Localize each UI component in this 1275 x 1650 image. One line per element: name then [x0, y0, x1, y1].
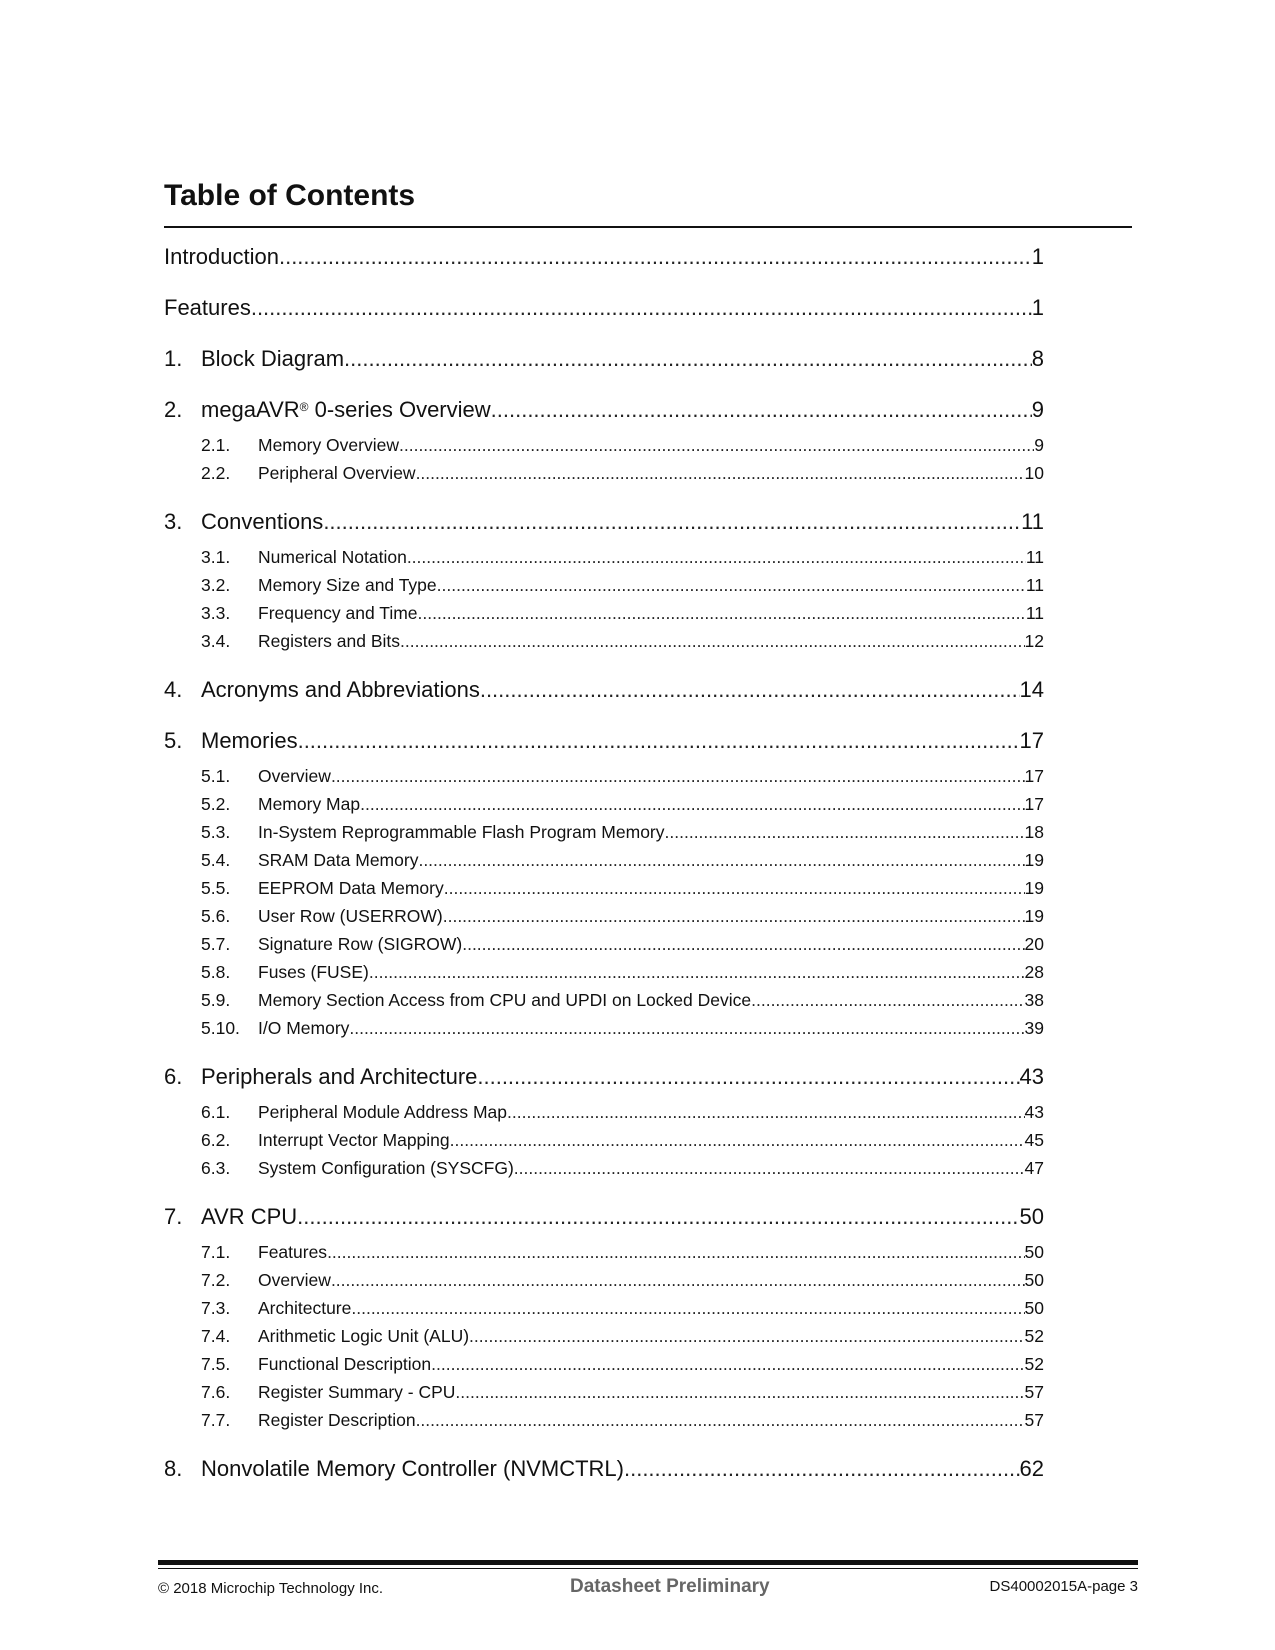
toc-entry-number: 7.4. — [201, 1326, 231, 1346]
toc-entry-number: 6.2. — [201, 1130, 231, 1150]
toc-entry-page-number: 12 — [1024, 631, 1044, 651]
toc-subsection-entry[interactable] — [164, 1129, 1044, 1151]
toc-subsection-entry[interactable] — [164, 1381, 1044, 1403]
toc-entry-page-number: 28 — [1024, 962, 1044, 982]
toc-entry-title: SRAM Data Memory — [258, 850, 419, 870]
toc-entry-page-number: 11 — [1025, 603, 1044, 623]
toc-entry-title: Frequency and Time — [258, 603, 418, 623]
toc-dot-leader — [351, 1297, 1024, 1319]
toc-subsection-entry[interactable] — [164, 434, 1044, 456]
toc-entry-number: 6. — [164, 1064, 183, 1089]
toc-entry-page-number: 17 — [1024, 794, 1044, 814]
toc-dot-leader — [407, 546, 1026, 568]
toc-entry-title: Overview — [258, 766, 331, 786]
toc-entry-number: 3.2. — [201, 575, 231, 595]
footer-copyright: © 2018 Microchip Technology Inc. — [158, 1580, 384, 1597]
toc-entry-number: 5.8. — [201, 962, 231, 982]
toc-section-entry[interactable] — [164, 677, 1044, 703]
toc-entry-title: Signature Row (SIGROW) — [258, 934, 463, 954]
toc-entry-number: 1. — [164, 346, 183, 371]
toc-entry-title: Interrupt Vector Mapping — [258, 1130, 450, 1150]
toc-entry-title: Block Diagram — [201, 346, 345, 371]
toc-dot-leader — [491, 397, 1032, 423]
toc-entry-page-number: 9 — [1031, 397, 1044, 422]
toc-entry-page-number: 62 — [1019, 1456, 1044, 1481]
toc-dot-leader — [369, 961, 1025, 983]
toc-subsection-entry[interactable] — [164, 546, 1044, 568]
page-footer — [158, 1568, 1138, 1608]
toc-entry-page-number: 19 — [1024, 878, 1044, 898]
toc-entry-page-number: 38 — [1024, 990, 1044, 1010]
toc-dot-leader — [323, 509, 1021, 535]
toc-subsection-entry[interactable] — [164, 989, 1044, 1011]
table-of-contents — [164, 244, 1044, 1482]
toc-dot-leader — [443, 905, 1025, 927]
toc-entry-number: 2.2. — [201, 463, 231, 483]
toc-entry-number: 5.6. — [201, 906, 231, 926]
toc-subsection-entry[interactable] — [164, 821, 1044, 843]
toc-entry-page-number: 1 — [1031, 295, 1044, 320]
toc-entry-title: Register Summary - CPU — [258, 1382, 456, 1402]
toc-subsection-entry[interactable] — [164, 1157, 1044, 1179]
toc-entry-number: 3.1. — [201, 547, 231, 567]
toc-subsection-entry[interactable] — [164, 630, 1044, 652]
footer-divider-thick — [158, 1560, 1138, 1565]
toc-entry-number: 5.10. — [201, 1018, 240, 1038]
toc-entry-number: 5. — [164, 728, 183, 753]
toc-dot-leader — [327, 1241, 1024, 1263]
toc-dot-leader — [360, 793, 1024, 815]
toc-entry-number: 2. — [164, 397, 183, 422]
toc-entry-page-number: 11 — [1021, 509, 1044, 534]
toc-section-entry[interactable] — [164, 1456, 1044, 1482]
toc-entry-page-number: 19 — [1024, 906, 1044, 926]
toc-dot-leader — [455, 1381, 1024, 1403]
toc-entry-title: Overview — [258, 1270, 331, 1290]
toc-entry-page-number: 47 — [1024, 1158, 1044, 1178]
toc-entry-title: Introduction — [164, 244, 279, 269]
toc-entry-number: 6.3. — [201, 1158, 231, 1178]
toc-entry-title: Registers and Bits — [258, 631, 401, 651]
toc-subsection-entry[interactable] — [164, 1241, 1044, 1263]
toc-entry-title: megaAVR® 0-series Overview — [201, 397, 491, 422]
toc-dot-leader — [297, 1204, 1019, 1230]
toc-dot-leader — [331, 1269, 1025, 1291]
toc-subsection-entry[interactable] — [164, 905, 1044, 927]
toc-dot-leader — [462, 933, 1024, 955]
toc-dot-leader — [251, 295, 1032, 321]
toc-entry-title: Conventions — [201, 509, 324, 534]
toc-entry-page-number: 20 — [1024, 934, 1044, 954]
toc-entry-page-number: 50 — [1024, 1270, 1044, 1290]
registered-trademark-mark: ® — [299, 400, 309, 414]
toc-dot-leader — [751, 989, 1024, 1011]
toc-entry-page-number: 9 — [1034, 435, 1044, 455]
toc-subsection-entry[interactable] — [164, 1353, 1044, 1375]
toc-entry-title: Features — [258, 1242, 328, 1262]
toc-dot-leader — [298, 728, 1020, 754]
toc-entry-title: Memory Overview — [258, 435, 399, 455]
title-divider — [164, 226, 1132, 228]
toc-entry-number: 5.3. — [201, 822, 231, 842]
toc-entry-page-number: 17 — [1019, 728, 1044, 753]
toc-dot-leader — [344, 346, 1032, 372]
toc-subsection-entry[interactable] — [164, 765, 1044, 787]
toc-entry-number: 6.1. — [201, 1102, 231, 1122]
toc-dot-leader — [416, 462, 1025, 484]
toc-entry-page-number: 52 — [1024, 1326, 1044, 1346]
toc-entry-title: Numerical Notation — [258, 547, 407, 567]
toc-entry-title: Functional Description — [258, 1354, 432, 1374]
toc-entry-number: 2.1. — [201, 435, 231, 455]
toc-dot-leader — [418, 849, 1024, 871]
toc-entry-page-number: 57 — [1024, 1382, 1044, 1402]
toc-entry-title: System Configuration (SYSCFG) — [258, 1158, 514, 1178]
toc-subsection-entry[interactable] — [164, 1409, 1044, 1431]
toc-entry-page-number: 10 — [1024, 463, 1044, 483]
toc-entry-page-number: 11 — [1025, 547, 1044, 567]
toc-dot-leader — [400, 630, 1025, 652]
toc-dot-leader — [480, 677, 1020, 703]
toc-entry-number: 7.5. — [201, 1354, 231, 1374]
toc-dot-leader — [450, 1129, 1025, 1151]
toc-entry-number: 5.5. — [201, 878, 231, 898]
toc-entry-page-number: 43 — [1019, 1064, 1044, 1089]
toc-entry-number: 3.3. — [201, 603, 231, 623]
toc-entry-number: 5.4. — [201, 850, 231, 870]
toc-entry-page-number: 45 — [1024, 1130, 1044, 1150]
toc-section-entry[interactable] — [164, 346, 1044, 372]
toc-entry-page-number: 1 — [1031, 244, 1044, 269]
toc-entry-page-number: 52 — [1024, 1354, 1044, 1374]
toc-entry-title: Features — [164, 295, 251, 320]
toc-dot-leader — [444, 877, 1025, 899]
toc-dot-leader — [477, 1064, 1019, 1090]
toc-entry-title: User Row (USERROW) — [258, 906, 443, 926]
toc-subsection-entry[interactable] — [164, 462, 1044, 484]
toc-entry-title: I/O Memory — [258, 1018, 350, 1038]
toc-dot-leader — [399, 434, 1034, 456]
toc-entry-page-number: 43 — [1024, 1102, 1044, 1122]
toc-section-entry[interactable] — [164, 295, 1044, 321]
toc-section-entry[interactable] — [164, 509, 1044, 535]
toc-entry-number: 5.2. — [201, 794, 231, 814]
toc-entry-number: 4. — [164, 677, 183, 702]
toc-entry-page-number: 14 — [1019, 677, 1044, 702]
toc-section-entry[interactable] — [164, 244, 1044, 270]
toc-subsection-entry[interactable] — [164, 933, 1044, 955]
toc-entry-number: 7.3. — [201, 1298, 231, 1318]
toc-entry-page-number: 50 — [1019, 1204, 1044, 1229]
toc-entry-number: 5.9. — [201, 990, 231, 1010]
toc-subsection-entry[interactable] — [164, 961, 1044, 983]
toc-entry-title: EEPROM Data Memory — [258, 878, 444, 898]
toc-subsection-entry[interactable] — [164, 877, 1044, 899]
toc-dot-leader — [624, 1456, 1020, 1482]
toc-entry-title: In-System Reprogrammable Flash Program Memory — [258, 822, 665, 842]
toc-entry-page-number: 8 — [1031, 346, 1044, 371]
toc-dot-leader — [416, 1409, 1025, 1431]
toc-subsection-entry[interactable] — [164, 602, 1044, 624]
toc-dot-leader — [507, 1101, 1025, 1123]
toc-entry-number: 3.4. — [201, 631, 231, 651]
toc-entry-title: Arithmetic Logic Unit (ALU) — [258, 1326, 470, 1346]
toc-entry-number: 7. — [164, 1204, 183, 1229]
toc-entry-page-number: 50 — [1024, 1298, 1044, 1318]
toc-subsection-entry[interactable] — [164, 1017, 1044, 1039]
toc-dot-leader — [279, 244, 1032, 270]
toc-entry-title: Register Description — [258, 1410, 416, 1430]
footer-page-reference: DS40002015A-page 3 — [989, 1578, 1138, 1595]
toc-entry-title: AVR CPU — [201, 1204, 298, 1229]
toc-entry-title: Memory Map — [258, 794, 361, 814]
toc-entry-title: Memories — [201, 728, 298, 753]
toc-subsection-entry[interactable] — [164, 1269, 1044, 1291]
toc-entry-title: Peripherals and Architecture — [201, 1064, 478, 1089]
toc-entry-page-number: 11 — [1025, 575, 1044, 595]
toc-section-entry[interactable] — [164, 397, 1044, 423]
toc-subsection-entry[interactable] — [164, 849, 1044, 871]
toc-entry-title: Acronyms and Abbreviations — [201, 677, 480, 702]
toc-entry-page-number: 18 — [1024, 822, 1044, 842]
toc-entry-number: 7.6. — [201, 1382, 231, 1402]
toc-subsection-entry[interactable] — [164, 574, 1044, 596]
toc-section-entry[interactable] — [164, 728, 1044, 754]
toc-section-entry[interactable] — [164, 1204, 1044, 1230]
toc-entry-number: 8. — [164, 1456, 183, 1481]
toc-subsection-entry[interactable] — [164, 1297, 1044, 1319]
toc-entry-number: 7.1. — [201, 1242, 231, 1262]
toc-entry-number: 3. — [164, 509, 183, 534]
toc-subsection-entry[interactable] — [164, 1101, 1044, 1123]
toc-dot-leader — [437, 574, 1026, 596]
toc-dot-leader — [349, 1017, 1024, 1039]
toc-entry-title: Fuses (FUSE) — [258, 962, 369, 982]
toc-entry-number: 7.2. — [201, 1270, 231, 1290]
toc-section-entry[interactable] — [164, 1064, 1044, 1090]
toc-subsection-entry[interactable] — [164, 793, 1044, 815]
toc-entry-title: Memory Size and Type — [258, 575, 437, 595]
page-title: Table of Contents — [164, 179, 416, 212]
toc-dot-leader — [514, 1157, 1025, 1179]
toc-entry-title: Peripheral Module Address Map — [258, 1102, 508, 1122]
toc-dot-leader — [431, 1353, 1024, 1375]
toc-entry-title: Memory Section Access from CPU and UPDI on Locked Device — [258, 990, 752, 1010]
toc-entry-number: 5.7. — [201, 934, 231, 954]
toc-entry-title: Architecture — [258, 1298, 352, 1318]
toc-dot-leader — [665, 821, 1025, 843]
toc-entry-number: 5.1. — [201, 766, 231, 786]
toc-entry-page-number: 57 — [1024, 1410, 1044, 1430]
toc-entry-page-number: 50 — [1024, 1242, 1044, 1262]
toc-entry-page-number: 39 — [1024, 1018, 1044, 1038]
toc-dot-leader — [418, 602, 1026, 624]
toc-entry-page-number: 17 — [1024, 766, 1044, 786]
toc-entry-page-number: 19 — [1024, 850, 1044, 870]
toc-dot-leader — [331, 765, 1025, 787]
toc-entry-title: Nonvolatile Memory Controller (NVMCTRL) — [201, 1456, 624, 1481]
footer-document-status: Datasheet Preliminary — [570, 1576, 770, 1597]
toc-subsection-entry[interactable] — [164, 1325, 1044, 1347]
toc-entry-number: 7.7. — [201, 1410, 231, 1430]
toc-dot-leader — [469, 1325, 1024, 1347]
toc-entry-title: Peripheral Overview — [258, 463, 416, 483]
